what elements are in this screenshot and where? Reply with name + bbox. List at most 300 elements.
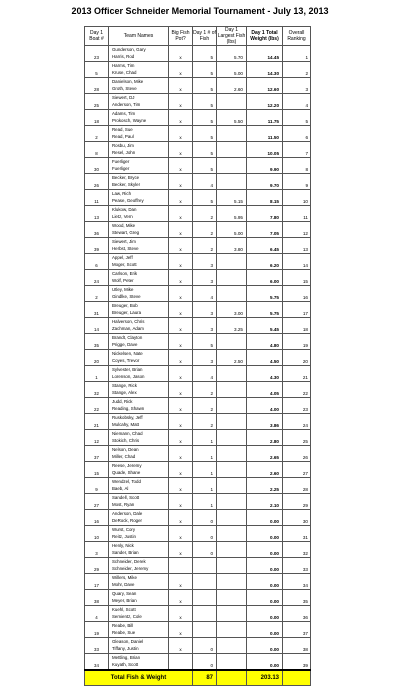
total-weight-cell: 3.86 (247, 414, 283, 430)
total-weight-cell: 0.00 (247, 574, 283, 590)
boat-number-cell: 19 (85, 622, 109, 638)
team-member-name: Mettling, Brian (112, 655, 141, 660)
ranking-cell: 17 (283, 302, 311, 318)
total-weight-cell: 0.00 (247, 622, 283, 638)
boat-number-cell: 25 (85, 94, 109, 110)
ranking-cell: 4 (283, 94, 311, 110)
totals-spacer (217, 670, 247, 686)
num-fish-cell: 5 (193, 94, 217, 110)
table-row (85, 238, 311, 254)
team-member-name: Zachman, Adam (112, 326, 144, 331)
big-fish-pot-cell: x (169, 62, 193, 78)
team-member-name: Moger, Scott (112, 262, 137, 267)
num-fish-cell: 0 (193, 638, 217, 654)
total-weight-cell: 12.60 (247, 78, 283, 94)
boat-number-cell: 38 (85, 590, 109, 606)
ranking-cell: 25 (283, 430, 311, 446)
team-names-cell (109, 430, 169, 446)
header-total-weight: Day 1 Total Weight (lbs) (247, 27, 283, 46)
largest-fish-cell (217, 286, 247, 302)
total-weight-cell: 4.80 (247, 334, 283, 350)
largest-fish-cell (217, 382, 247, 398)
total-weight-cell: 2.65 (247, 446, 283, 462)
team-member-name: Niemann, Chad (112, 431, 143, 436)
team-names-cell (109, 318, 169, 334)
team-names-cell (109, 462, 169, 478)
largest-fish-cell (217, 654, 247, 671)
team-names-cell (109, 270, 169, 286)
team-member-name: Sylvester, Brian (112, 367, 143, 372)
num-fish-cell (193, 606, 217, 622)
boat-number-cell: 14 (85, 318, 109, 334)
largest-fish-cell: 5.15 (217, 190, 247, 206)
team-member-name: Tiffany, Justin (112, 646, 139, 651)
total-weight-cell: 4.50 (247, 350, 283, 366)
largest-fish-cell (217, 398, 247, 414)
team-member-name: Fuerliger (112, 166, 130, 171)
team-names-cell (109, 206, 169, 222)
team-member-name: Mohr, Dave (112, 582, 135, 587)
team-names-cell (109, 574, 169, 590)
team-names-cell (109, 558, 169, 574)
table-row (85, 478, 311, 494)
team-member-name: Schneider, Derek (112, 559, 146, 564)
table-row (85, 142, 311, 158)
ranking-cell: 5 (283, 110, 311, 126)
big-fish-pot-cell: x (169, 494, 193, 510)
largest-fish-cell (217, 254, 247, 270)
largest-fish-cell: 3.00 (217, 302, 247, 318)
table-row (85, 254, 311, 270)
table-row (85, 190, 311, 206)
team-names-cell (109, 174, 169, 190)
total-weight-cell: 5.45 (247, 318, 283, 334)
team-member-name: Quade, Shane (112, 470, 141, 475)
big-fish-pot-cell: x (169, 238, 193, 254)
big-fish-pot-cell: x (169, 142, 193, 158)
largest-fish-cell: 3.25 (217, 318, 247, 334)
largest-fish-cell (217, 526, 247, 542)
team-member-name: Mulcahy, Matt (112, 422, 140, 427)
total-weight-cell: 2.10 (247, 494, 283, 510)
totals-weight: 203.13 (247, 670, 283, 686)
largest-fish-cell: 5.00 (217, 62, 247, 78)
big-fish-pot-cell: x (169, 398, 193, 414)
total-weight-cell: 0.00 (247, 510, 283, 526)
table-row (85, 126, 311, 142)
table-row (85, 318, 311, 334)
team-member-name: Read, Paul (112, 134, 134, 139)
boat-number-cell: 15 (85, 462, 109, 478)
largest-fish-cell: 5.50 (217, 110, 247, 126)
team-names-cell (109, 494, 169, 510)
largest-fish-cell (217, 590, 247, 606)
team-member-name: Stange, Alex (112, 390, 137, 395)
num-fish-cell: 0 (193, 542, 217, 558)
total-weight-cell: 6.00 (247, 270, 283, 286)
table-row (85, 638, 311, 654)
big-fish-pot-cell: x (169, 638, 193, 654)
team-member-name: Kruse, Chad (112, 70, 137, 75)
largest-fish-cell (217, 558, 247, 574)
largest-fish-cell (217, 414, 247, 430)
team-names-cell (109, 334, 169, 350)
ranking-cell: 6 (283, 126, 311, 142)
team-names-cell (109, 622, 169, 638)
team-names-cell (109, 366, 169, 382)
team-member-name: Carlson, Erik (112, 271, 138, 276)
boat-number-cell: 36 (85, 222, 109, 238)
results-table (84, 26, 311, 686)
table-row (85, 174, 311, 190)
boat-number-cell: 32 (85, 382, 109, 398)
ranking-cell: 30 (283, 510, 311, 526)
total-weight-cell: 9.70 (247, 174, 283, 190)
team-member-name: Meyer, Brian (112, 598, 137, 603)
num-fish-cell (193, 574, 217, 590)
team-member-name: Becker, Bryce (112, 175, 140, 180)
team-member-name: Reitz, Justin (112, 534, 136, 539)
team-member-name: Utley, Mike (112, 287, 134, 292)
boat-number-cell: 28 (85, 78, 109, 94)
total-weight-cell: 0.00 (247, 606, 283, 622)
boat-number-cell: 1 (85, 366, 109, 382)
team-member-name: Halverson, Chris (112, 319, 145, 324)
team-member-name: Henly, Nick (112, 543, 134, 548)
total-weight-cell: 6.45 (247, 238, 283, 254)
table-row (85, 94, 311, 110)
boat-number-cell: 8 (85, 142, 109, 158)
ranking-cell: 36 (283, 606, 311, 622)
ranking-cell: 26 (283, 446, 311, 462)
table-row (85, 366, 311, 382)
table-row (85, 302, 311, 318)
big-fish-pot-cell: x (169, 190, 193, 206)
num-fish-cell: 3 (193, 270, 217, 286)
num-fish-cell (193, 622, 217, 638)
team-member-name: Brandt, Clayton (112, 335, 143, 340)
ranking-cell: 1 (283, 46, 311, 62)
team-names-cell (109, 94, 169, 110)
ranking-cell: 15 (283, 270, 311, 286)
boat-number-cell: 21 (85, 414, 109, 430)
team-names-cell (109, 142, 169, 158)
big-fish-pot-cell: x (169, 574, 193, 590)
team-member-name: Resel, John (112, 150, 136, 155)
big-fish-pot-cell: x (169, 318, 193, 334)
largest-fish-cell: 5.70 (217, 46, 247, 62)
table-row (85, 206, 311, 222)
num-fish-cell: 0 (193, 526, 217, 542)
team-member-name: Wolf, Peter (112, 278, 134, 283)
boat-number-cell: 37 (85, 446, 109, 462)
team-member-name: Reabe, Bill (112, 623, 134, 628)
team-member-name: Most, Ryan (112, 502, 135, 507)
largest-fish-cell (217, 478, 247, 494)
ranking-cell: 14 (283, 254, 311, 270)
big-fish-pot-cell: x (169, 174, 193, 190)
big-fish-pot-cell: x (169, 94, 193, 110)
team-names-cell (109, 414, 169, 430)
team-names-cell (109, 222, 169, 238)
totals-label: Total Fish & Weight (85, 670, 193, 686)
total-weight-cell: 2.80 (247, 430, 283, 446)
team-member-name: Miller, Chad (112, 454, 136, 459)
table-row (85, 494, 311, 510)
table-row (85, 334, 311, 350)
big-fish-pot-cell: x (169, 254, 193, 270)
big-fish-pot-cell: x (169, 302, 193, 318)
num-fish-cell: 5 (193, 78, 217, 94)
big-fish-pot-cell (169, 654, 193, 671)
num-fish-cell: 2 (193, 398, 217, 414)
team-member-name: Baeb, Al (112, 486, 129, 491)
boat-number-cell: 20 (85, 350, 109, 366)
header-big-fish-pot: Big Fish Pot? (169, 27, 193, 46)
team-member-name: Kuyath, Scott (112, 662, 139, 667)
team-member-name: Gindlke, Steve (112, 294, 141, 299)
table-row (85, 446, 311, 462)
team-names-cell (109, 350, 169, 366)
table-row (85, 542, 311, 558)
boat-number-cell: 24 (85, 270, 109, 286)
boat-number-cell: 5 (85, 62, 109, 78)
boat-number-cell: 13 (85, 206, 109, 222)
largest-fish-cell (217, 430, 247, 446)
team-names-cell (109, 110, 169, 126)
total-weight-cell: 5.75 (247, 286, 283, 302)
ranking-cell: 8 (283, 158, 311, 174)
team-member-name: Semientz, Cole (112, 614, 142, 619)
table-body (85, 46, 311, 671)
team-names-cell (109, 398, 169, 414)
team-names-cell (109, 46, 169, 62)
team-member-name: Groth, Steve (112, 86, 137, 91)
table-row (85, 558, 311, 574)
ranking-cell: 22 (283, 382, 311, 398)
big-fish-pot-cell (169, 558, 193, 574)
num-fish-cell: 1 (193, 478, 217, 494)
team-member-name: Gleason, Daniel (112, 639, 144, 644)
total-weight-cell: 14.30 (247, 62, 283, 78)
largest-fish-cell (217, 494, 247, 510)
boat-number-cell: 26 (85, 174, 109, 190)
big-fish-pot-cell: x (169, 222, 193, 238)
header-team-names: Team Names (109, 27, 169, 46)
ranking-cell: 33 (283, 558, 311, 574)
total-weight-cell: 5.75 (247, 302, 283, 318)
largest-fish-cell (217, 158, 247, 174)
total-weight-cell: 9.90 (247, 158, 283, 174)
largest-fish-cell: 5.00 (217, 222, 247, 238)
big-fish-pot-cell: x (169, 478, 193, 494)
num-fish-cell: 5 (193, 126, 217, 142)
team-member-name: Lietz, Vern (112, 214, 133, 219)
team-names-cell (109, 190, 169, 206)
team-member-name: Sander, Brian (112, 550, 139, 555)
num-fish-cell: 2 (193, 238, 217, 254)
boat-number-cell: 9 (85, 478, 109, 494)
table-row (85, 590, 311, 606)
largest-fish-cell (217, 446, 247, 462)
num-fish-cell: 5 (193, 142, 217, 158)
team-member-name: Prigge, Dave (112, 342, 138, 347)
big-fish-pot-cell: x (169, 350, 193, 366)
big-fish-pot-cell: x (169, 366, 193, 382)
totals-fish: 87 (193, 670, 217, 686)
num-fish-cell: 4 (193, 366, 217, 382)
table-row (85, 222, 311, 238)
team-member-name: Becker, Skyler (112, 182, 141, 187)
team-member-name: Breuger, Bob (112, 303, 138, 308)
team-member-name: Nickelsen, Nate (112, 351, 143, 356)
boat-number-cell: 11 (85, 190, 109, 206)
team-names-cell (109, 158, 169, 174)
ranking-cell: 31 (283, 526, 311, 542)
table-row (85, 526, 311, 542)
ranking-cell: 21 (283, 366, 311, 382)
total-weight-cell: 0.00 (247, 542, 283, 558)
num-fish-cell: 5 (193, 158, 217, 174)
team-names-cell (109, 78, 169, 94)
team-names-cell (109, 478, 169, 494)
table-row (85, 286, 311, 302)
big-fish-pot-cell: x (169, 334, 193, 350)
num-fish-cell: 4 (193, 286, 217, 302)
largest-fish-cell: 2.50 (217, 350, 247, 366)
boat-number-cell: 2 (85, 286, 109, 302)
team-names-cell (109, 526, 169, 542)
big-fish-pot-cell: x (169, 270, 193, 286)
team-member-name: DeRock, Roger (112, 518, 143, 523)
largest-fish-cell (217, 606, 247, 622)
num-fish-cell: 1 (193, 494, 217, 510)
total-weight-cell: 4.00 (247, 398, 283, 414)
boat-number-cell: 35 (85, 334, 109, 350)
team-member-name: Harris, Rod (112, 54, 135, 59)
boat-number-cell: 22 (85, 398, 109, 414)
team-member-name: Lorenson, Jason (112, 374, 145, 379)
totals-end (283, 670, 311, 686)
total-weight-cell: 11.75 (247, 110, 283, 126)
total-weight-cell: 2.60 (247, 462, 283, 478)
num-fish-cell: 0 (193, 510, 217, 526)
big-fish-pot-cell: x (169, 158, 193, 174)
total-weight-cell: 0.00 (247, 638, 283, 654)
table-row (85, 78, 311, 94)
team-member-name: Stewart, Greg (112, 230, 140, 235)
team-member-name: Fuerliger (112, 159, 130, 164)
big-fish-pot-cell: x (169, 46, 193, 62)
boat-number-cell: 6 (85, 254, 109, 270)
ranking-cell: 28 (283, 478, 311, 494)
team-member-name: Read, Sue (112, 127, 133, 132)
team-names-cell (109, 606, 169, 622)
boat-number-cell: 3 (85, 542, 109, 558)
big-fish-pot-cell: x (169, 622, 193, 638)
table-row (85, 110, 311, 126)
big-fish-pot-cell: x (169, 446, 193, 462)
table-row (85, 430, 311, 446)
boat-number-cell: 29 (85, 558, 109, 574)
team-member-name: Anderson, Dale (112, 511, 143, 516)
table-row (85, 46, 311, 62)
largest-fish-cell: 5.95 (217, 206, 247, 222)
num-fish-cell: 1 (193, 430, 217, 446)
ranking-cell: 37 (283, 622, 311, 638)
team-member-name: Pease, Geoffrey (112, 198, 144, 203)
team-member-name: Judd, Rick (112, 399, 133, 404)
total-weight-cell: 6.20 (247, 254, 283, 270)
big-fish-pot-cell: x (169, 590, 193, 606)
team-member-name: Adams, Tim (112, 111, 136, 116)
team-names-cell (109, 302, 169, 318)
ranking-cell: 16 (283, 286, 311, 302)
team-member-name: Prokosch, Wayne (112, 118, 147, 123)
team-names-cell (109, 654, 169, 671)
ranking-cell: 18 (283, 318, 311, 334)
total-weight-cell: 0.00 (247, 526, 283, 542)
largest-fish-cell: 2.60 (217, 78, 247, 94)
boat-number-cell: 23 (85, 46, 109, 62)
team-member-name: Law, Rich (112, 191, 132, 196)
ranking-cell: 27 (283, 462, 311, 478)
big-fish-pot-cell: x (169, 510, 193, 526)
team-member-name: Klukow, Dan (112, 207, 137, 212)
team-member-name: Kuehl, Scott (112, 607, 136, 612)
table-row (85, 270, 311, 286)
team-names-cell (109, 126, 169, 142)
num-fish-cell: 4 (193, 174, 217, 190)
page-title: 2013 Officer Schneider Memorial Tournament - July 13, 2013 (71, 6, 329, 16)
boat-number-cell: 30 (85, 158, 109, 174)
table-row (85, 510, 311, 526)
boat-number-cell: 4 (85, 606, 109, 622)
header-largest-fish: Day 1 Largest Fish (lbs) (217, 27, 246, 45)
num-fish-cell: 2 (193, 382, 217, 398)
team-member-name: Appel, Jeff (112, 255, 133, 260)
num-fish-cell: 5 (193, 190, 217, 206)
big-fish-pot-cell: x (169, 206, 193, 222)
boat-number-cell: 16 (85, 510, 109, 526)
team-member-name: Stokich, Chris (112, 438, 140, 443)
ranking-cell: 3 (283, 78, 311, 94)
total-weight-cell: 11.50 (247, 126, 283, 142)
table-row (85, 398, 311, 414)
table-row (85, 350, 311, 366)
num-fish-cell: 2 (193, 414, 217, 430)
ranking-cell: 7 (283, 142, 311, 158)
big-fish-pot-cell: x (169, 110, 193, 126)
team-member-name: Breuger, Laura (112, 310, 142, 315)
num-fish-cell: 5 (193, 62, 217, 78)
team-member-name: Reabe, Sue (112, 630, 136, 635)
team-member-name: Herbst, Steve (112, 246, 139, 251)
big-fish-pot-cell: x (169, 542, 193, 558)
total-weight-cell: 0.00 (247, 654, 283, 671)
team-member-name: Wendzel, Todd (112, 479, 141, 484)
num-fish-cell: 3 (193, 350, 217, 366)
boat-number-cell: 18 (85, 110, 109, 126)
header-row (85, 27, 311, 46)
total-weight-cell: 4.30 (247, 366, 283, 382)
total-weight-cell: 7.05 (247, 222, 283, 238)
largest-fish-cell (217, 510, 247, 526)
team-member-name: Ruskobsky, Jeff (112, 415, 143, 420)
team-member-name: Nelson, Dean (112, 447, 139, 452)
team-names-cell (109, 62, 169, 78)
team-member-name: Rosbu, Jim (112, 143, 134, 148)
